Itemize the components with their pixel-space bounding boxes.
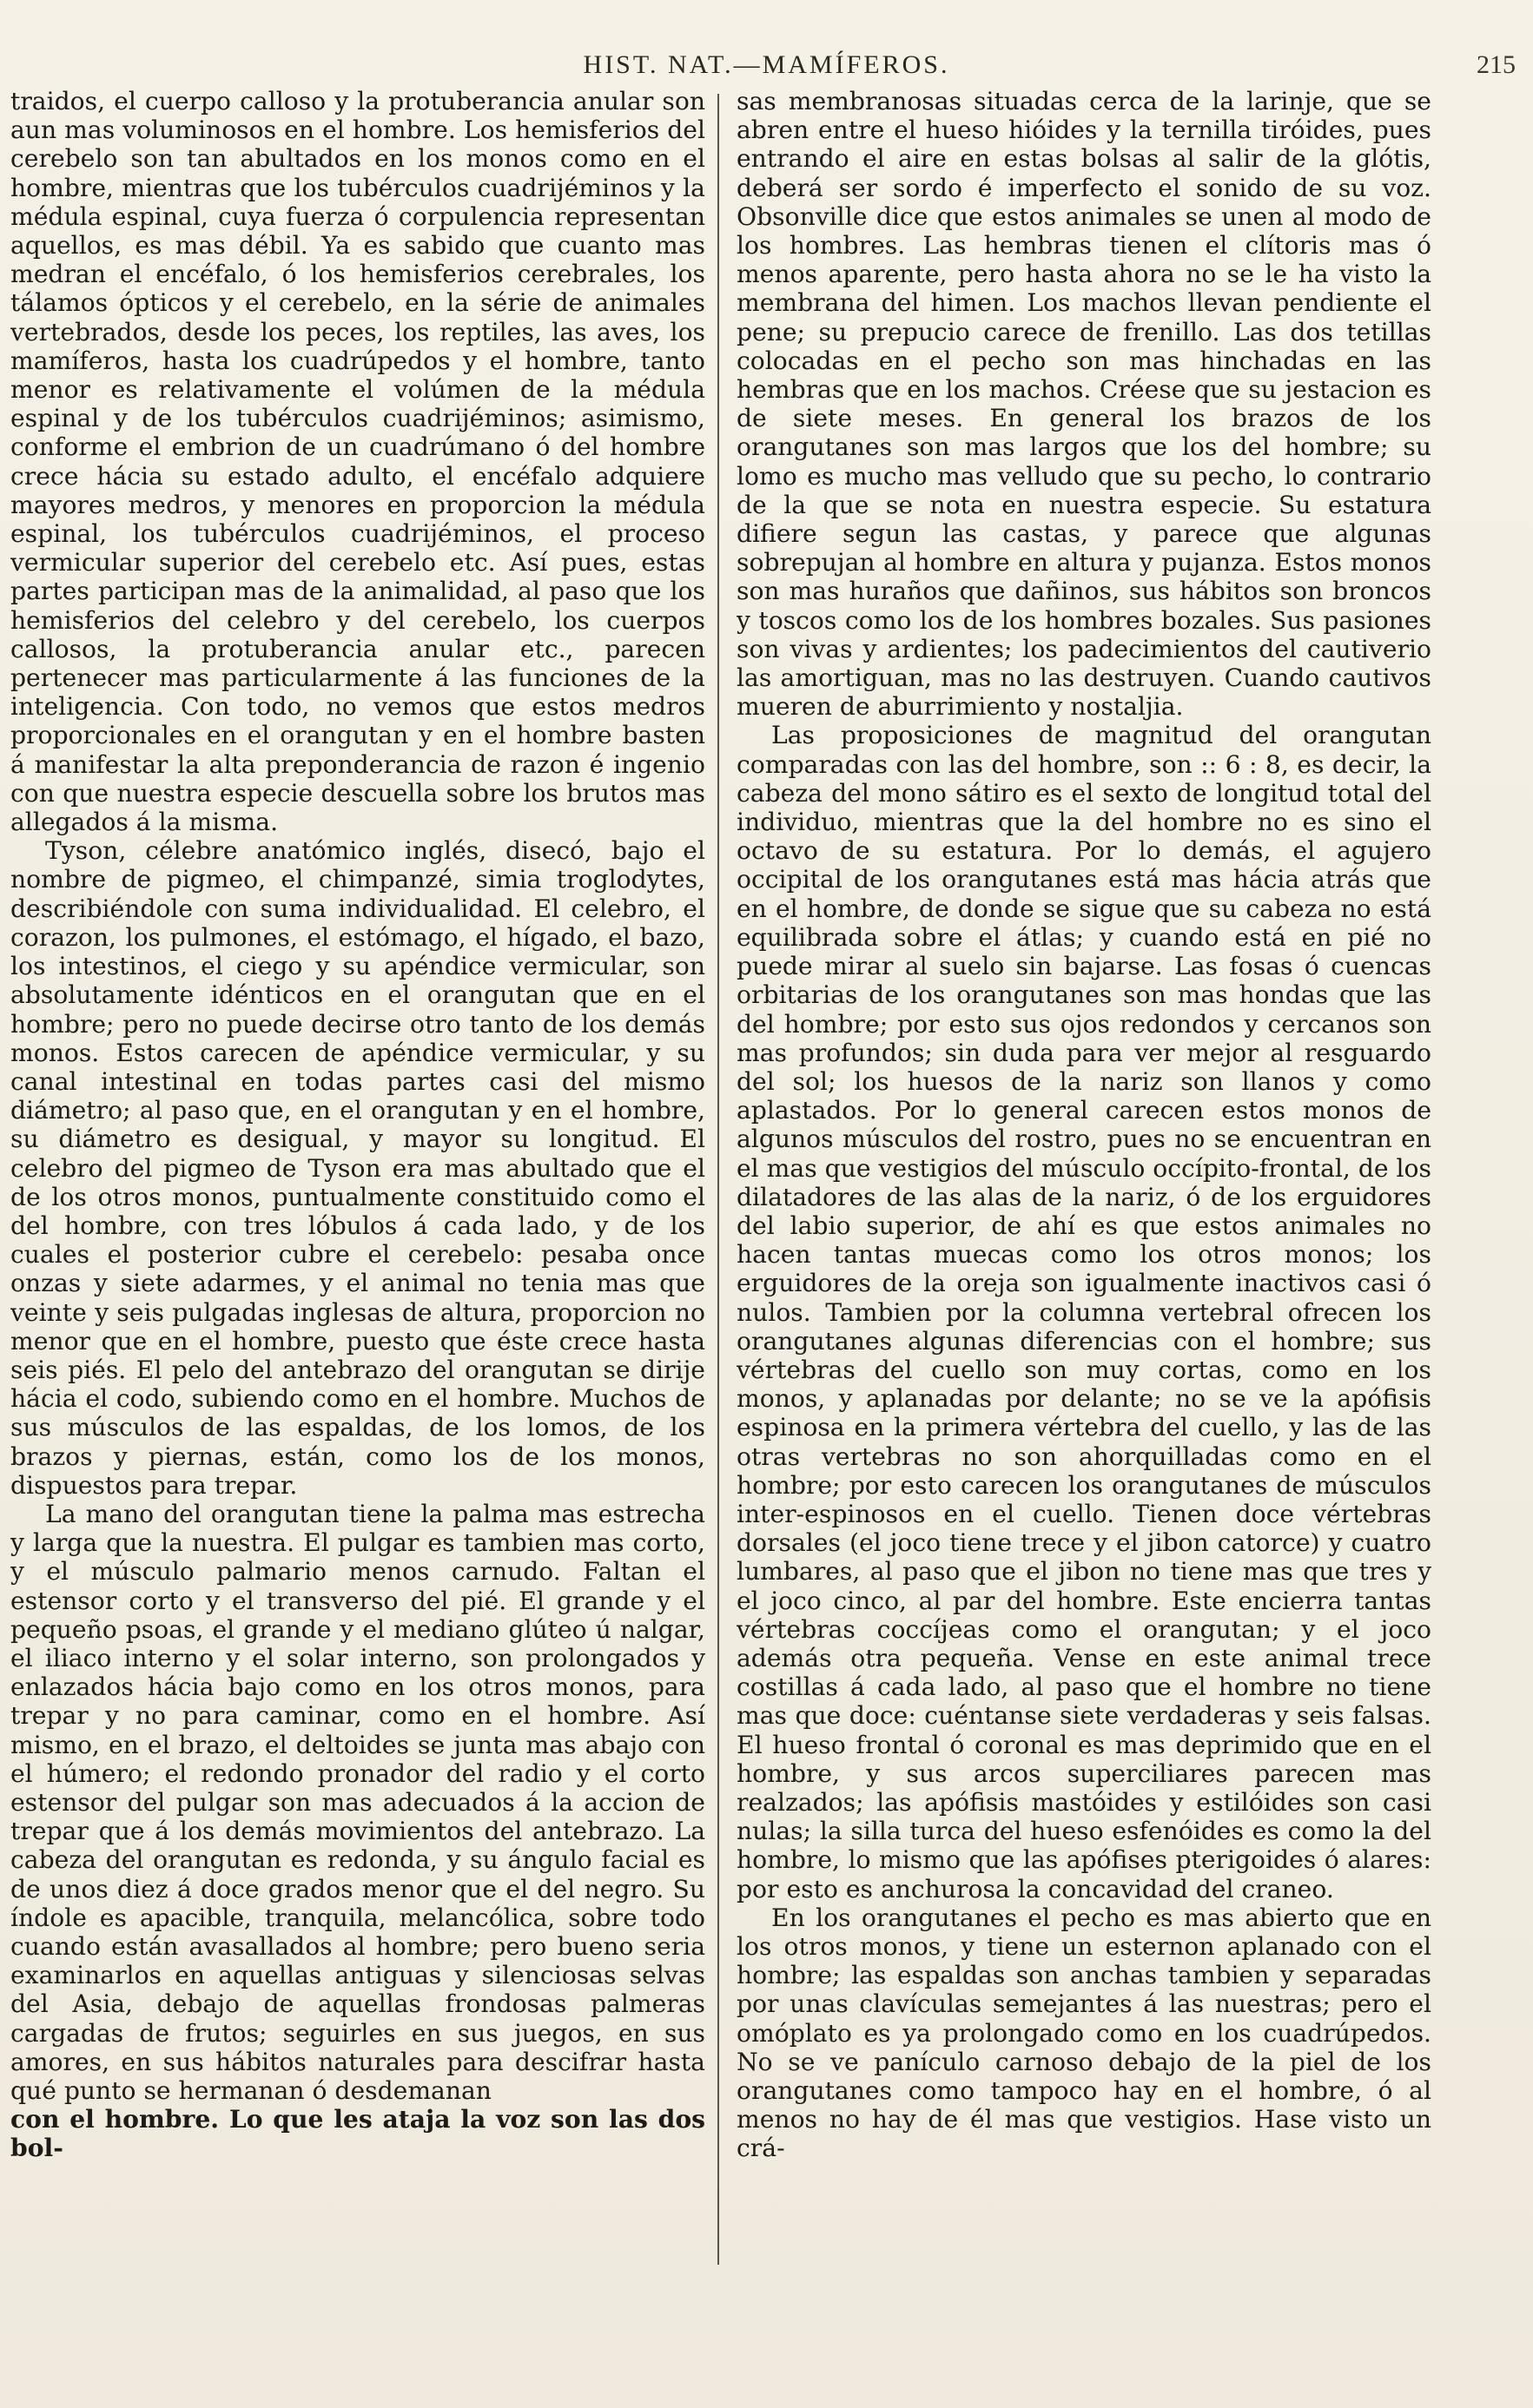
paragraph: sas membranosas situadas cerca de la larinje, que se abren entre el hueso hióides y la ternilla tiróides, pues entrando el aire en estas bolsas al salir de la glótis, deberá ser sordo é imperfecto el sonido de su voz. Obsonville dice que estos animales se unen al modo de los hombres. Las hembras tienen el clítoris mas ó menos aparente, pero hasta ahora no se le ha visto la membrana del himen. Los machos llevan pendiente el pene; su prepucio carece de frenillo. Las dos tetillas colocadas en el pecho son mas hinchadas en las hembras que en los machos. Créese que su jestacion es de siete meses. En general los brazos de los orangutanes son mas largos que los del hombre; su lomo es mucho mas velludo que su pecho, lo contrario de la que se nota en nuestra especie. Su estatura difiere segun las castas, y parece que algunas sobrepujan al hombre en altura y pujanza. Estos monos son mas huraños que dañinos, sus hábitos son broncos y toscos como los de los hombres bozales. Sus pasiones son vivas y ardientes; los padecimientos del cautiverio las amortiguan, mas no las destruyen. Cuando cautivos mueren de aburrimiento y nostaljia. (737, 87, 1431, 722)
paragraph: Tyson, célebre anatómico inglés, disecó, bajo el nombre de pigmeo, el chimpanzé, simia troglodytes, describiéndole con suma individualidad. El celebro, el corazon, los pulmones, el estómago, el hígado, el bazo, los intestinos, el ciego y su apéndice vermicular, son absolutamente idénticos en el orangutan que en el hombre; pero no puede decirse otro tanto de los demás monos. Estos carecen de apéndice vermicular, y su canal intestinal en todas partes casi del mismo diámetro; al paso que, en el orangutan y en el hombre, su diámetro es desigual, y mayor su longitud. El celebro del pigmeo de Tyson era mas abultado que el de los otros monos, puntualmente constituido como el del hombre, con tres lóbulos á cada lado, y de los cuales el posterior cubre el cerebelo: pesaba once onzas y siete adarmes, y el animal no tenia mas que veinte y seis pulgadas inglesas de altura, proporcion no menor que en el hombre, puesto que éste crece hasta seis piés. El pelo del antebrazo del orangutan se dirije hácia el codo, subiendo como en el hombre. Muchos de sus músculos de las espaldas, de los lomos, de los brazos y piernas, están, como los de los monos, dispuestos para trepar. (10, 836, 705, 1500)
running-title: HIST. NAT.—MAMÍFEROS. (583, 50, 950, 79)
page-number: 215 (1477, 50, 1516, 79)
paragraph: traidos, el cuerpo calloso y la protuberancia anular son aun mas voluminosos en el hombre. Los hemisferios del cerebelo son tan abultados en los monos como en el hombre, mientras que los tubérculos cuadrijéminos y la médula espinal, cuya fuerza ó corpulencia representan aquellos, es mas débil. Ya es sabido que cuanto mas medran el encéfalo, ó los hemisferios cerebrales, los tálamos ópticos y el cerebelo, en la série de animales vertebrados, desde los peces, los reptiles, las aves, los mamíferos, hasta los cuadrúpedos y el hombre, tanto menor es relativamente el volúmen de la médula espinal y de los tubérculos cuadrijéminos; asimismo, conforme el embrion de un cuadrúmano ó del hombre crece hácia su estado adulto, el encéfalo adquiere mayores medros, y menores en proporcion la médula espinal, los tubérculos cuadrijéminos, el proceso vermicular superior del cerebelo etc. Así pues, estas partes participan mas de la animalidad, al paso que los hemisferios del celebro y del cerebelo, los cuerpos callosos, la protuberancia anular etc., parecen pertenecer mas particularmente á las funciones de la inteligencia. Con todo, no vemos que estos medros proporcionales en el orangutan y en el hombre basten á manifestar la alta preponderancia de razon é ingenio con que nuestra especie descuella sobre los brutos mas allegados á la misma. (10, 87, 705, 837)
column-divider (717, 94, 719, 2265)
paragraph: con el hombre. Lo que les ataja la voz son las dos bol- (10, 2105, 705, 2163)
running-head (0, 50, 1533, 85)
paragraph: En los orangutanes el pecho es mas abierto que en los otros monos, y tiene un esternon aplanado con el hombre; las espaldas son anchas tambien y separadas por unas clavículas semejantes á las nuestras; pero el omóplato es ya prolongado como en los cuadrúpedos. No se ve panículo carnoso debajo de la piel de los orangutanes como tampoco hay en el hombre, ó al menos no hay de él mas que vestigios. Hase visto un crá- (737, 1903, 1431, 2163)
paragraph: Las proposiciones de magnitud del orangutan comparadas con las del hombre, son :: 6 : 8, es decir, la cabeza del mono sátiro es el sexto de longitud total del individuo, mientras que la del hombre no es sino el octavo de su estatura. Por lo demás, el agujero occipital de los orangutanes está mas hácia atrás que en el hombre, de donde se sigue que su cabeza no está equilibrada sobre el átlas; y cuando está en pié no puede mirar al suelo sin bajarse. Las fosas ó cuencas orbitarias de los orangutanes son mas hondas que las del hombre; por esto sus ojos redondos y cercanos son mas profundos; sin duda para ver mejor al resguardo del sol; los huesos de la nariz son llanos y como aplastados. Por lo general carecen estos monos de algunos músculos del rostro, pues no se encuentran en el mas que vestigios del músculo occípito-frontal, de los dilatadores de las alas de la nariz, ó de los erguidores del labio superior, de ahí es que estos animales no hacen tantas muecas como los otros monos; los erguidores de la oreja son igualmente inactivos casi ó nulos. Tambien por la columna vertebral ofrecen los orangutanes algunas diferencias con el hombre; sus vértebras del cuello son muy cortas, como en los monos, y aplanadas por delante; no se ve la apófisis espinosa en la primera vértebra del cuello, y las de las otras vertebras no son ahorquilladas como en el hombre; por esto carecen los orangutanes de músculos inter-espinosos en el cuello. Tienen doce vértebras dorsales (el joco tiene trece y el jibon catorce) y cuatro lumbares, al paso que el jibon no tiene mas que tres y el joco cinco, al par del hombre. Este encierra tantas vértebras coccíjeas como el orangutan; y el joco además otra pequeña. Vense en este animal trece costillas á cada lado, al paso que el hombre no tiene mas que doce: cuéntanse siete verdaderas y seis falsas. El hueso frontal ó coronal es mas deprimido que en el hombre, y sus arcos superciliares parecen mas realzados; las apófisis mastóides y estilóides son casi nulas; la silla turca del hueso esfenóides es como la del hombre, lo mismo que las apófises pterigoides ó alares: por esto es anchurosa la concavidad del craneo. (737, 721, 1431, 1903)
right-column (737, 87, 1431, 2353)
left-column (10, 87, 705, 2353)
paragraph: La mano del orangutan tiene la palma mas estrecha y larga que la nuestra. El pulgar es tambien mas corto, y el músculo palmario menos carnudo. Faltan el estensor corto y el transverso del pié. El grande y el pequeño psoas, el grande y el mediano glúteo ú nalgar, el iliaco interno y el solar interno, son prolongados y enlazados hácia bajo como en los otros monos, para trepar y no para caminar, como en el hombre. Así mismo, en el brazo, el deltoides se junta mas abajo con el húmero; el redondo pronador del radio y el corto estensor del pulgar son mas adecuados á la accion de trepar que á los demás movimientos del antebrazo. La cabeza del orangutan es redonda, y su ángulo facial es de unos diez á doce grados menor que el del negro. Su índole es apacible, tranquila, melancólica, sobre todo cuando están avasallados al hombre; pero bueno seria examinarlos en aquellas antiguas y silenciosas selvas del Asia, debajo de aquellas frondosas palmeras cargadas de frutos; seguirles en sus juegos, en sus amores, en sus hábitos naturales para descifrar hasta qué punto se hermanan ó desdemanan (10, 1499, 705, 2106)
